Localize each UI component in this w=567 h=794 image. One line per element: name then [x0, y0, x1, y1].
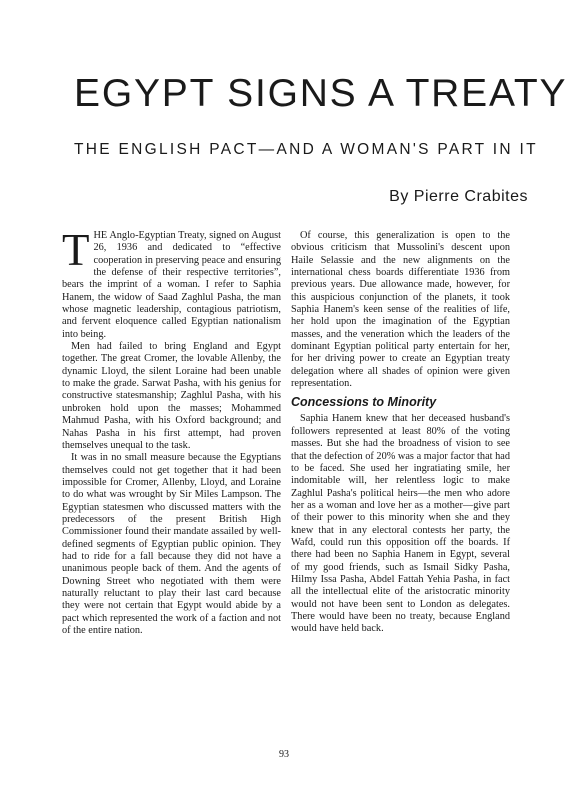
drop-cap: T [62, 225, 90, 275]
opening-paragraph-text: HE Anglo-Egyptian Treaty, signed on August 26, 1936 and dedicated to “effective cooperation in preserving peace and ensuring the defense of their respective territories”, bears the imprint of a woman. I refer to Saphia Hanem, the widow of Saad Zaghlul Pasha, the man whose magnetic leadership, contagious patriotism, and fervent eloquence called Egyptian nationalism into being. [62, 230, 281, 340]
body-paragraph: Of course, this generalization is open to the obvious criticism that Mussolini's descent upon Haile Selassie and the new alignments on the international chess boards differentiate 1936 from previous years. Due allowance made, however, for this auspicious conjunction of the planets, it took Saphia Hanem's keen sense of the realities of life, her hold upon the imagination of the Egyptian masses, and the veneration which the leaders of the dominant Egyptian political party entertain for her, for her driving power to create an Egyptian treaty delegation where all shades of opinion were given representation. [291, 230, 510, 390]
article-subtitle: THE ENGLISH PACT—AND A WOMAN'S PART IN IT [74, 141, 538, 158]
page-number: 93 [279, 749, 289, 760]
left-column [62, 225, 281, 637]
body-paragraph: Men had failed to bring England and Egypt together. The great Cromer, the lovable Allenby, the dynamic Lloyd, the silent Loraine had been unable to make the grade. Sarwat Pasha, with his genius for constructive statesmanship; Zaghlul Pasha, with his unbroken hold upon the masses; Mohammed Mahmud Pasha, with his Oxford background; and Nahas Pasha in his first attempt, had proven themselves unequal to the task. [62, 341, 281, 451]
section-heading: Concessions to Minority [291, 395, 437, 410]
article-title: EGYPT SIGNS A TREATY [74, 72, 567, 115]
opening-paragraph [62, 225, 281, 341]
body-paragraph: It was in no small measure because the Egyptians themselves could not get together that it had been impossible for Cromer, Allenby, Lloyd, and Loraine to do what was wrought by Sir Miles Lampson. The Egyptian statesmen who discussed matters with the predecessors of the present British High Commissioner found their mandate assailed by well-defined segments of Egyptian public opinion. They had to ride for a fall because they did not have a unanimous people back of them. And the agents of Downing Street who negotiated with them were naturally reluctant to play their last card because they were not certain that Egypt would abide by a pact which represented the work of a faction and not of the entire nation. [62, 452, 281, 636]
body-paragraph: Saphia Hanem knew that her deceased husband's followers represented at least 80% of the voting masses. But she had the broadness of vision to see that the defection of 20% was a major factor that had to be faced. She used her ingratiating smile, her indomitable will, her relentless logic to make Zaghlul Pasha's political heirs—the men who adore her as a woman and love her as a mother—give part of their power to this minority when she and they knew that in any electoral contests her party, the Wafd, could run this opposition off the boards. If there had been no Saphia Hanem in Egypt, several of my good friends, such as Ismail Sidky Pasha, Hilmy Issa Pasha, Abdel Fattah Yehia Pasha, in fact all the intellectual elite of the aristocratic minority would not have been sent to London as delegates. There would have been no treaty, because England would have held back. [291, 413, 510, 635]
right-column [291, 230, 510, 636]
article-byline: By Pierre Crabites [389, 188, 528, 205]
